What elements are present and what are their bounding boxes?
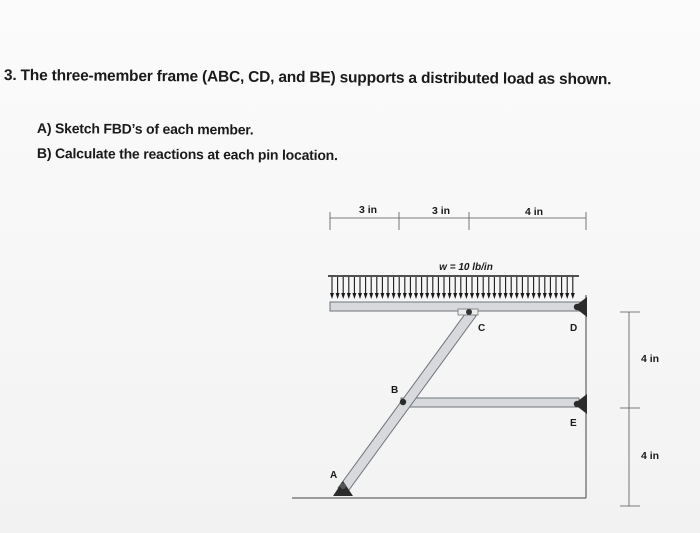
load-arrow-head: [470, 293, 474, 299]
load-arrow-head: [498, 293, 502, 299]
load-arrow-head: [453, 293, 457, 299]
load-arrow-head: [364, 293, 368, 299]
load-arrow-head: [358, 293, 362, 299]
load-arrow-head: [509, 293, 513, 299]
load-arrow-head: [347, 293, 351, 299]
member-cd: [330, 302, 582, 311]
load-arrow-head: [336, 293, 340, 299]
load-arrow-head: [504, 293, 508, 299]
load-arrow-head: [369, 293, 373, 299]
right-dimension-line: [620, 312, 640, 506]
load-arrow-head: [386, 293, 390, 299]
load-arrow-head: [487, 293, 491, 299]
load-arrow-head: [571, 293, 575, 299]
label-b: B: [391, 385, 399, 396]
load-arrow-head: [436, 293, 440, 299]
part-b-instruction: B) Calculate the reactions at each pin location.: [36, 145, 338, 164]
load-arrow-head: [442, 293, 446, 299]
load-arrow-head: [481, 293, 485, 299]
load-arrow-head: [425, 293, 429, 299]
load-arrow-head: [375, 293, 379, 299]
load-arrow-head: [537, 293, 541, 299]
pin-a: [340, 483, 346, 489]
label-c: C: [478, 323, 486, 334]
load-arrow-head: [492, 293, 496, 299]
load-arrow-head: [515, 293, 519, 299]
load-arrow-head: [543, 293, 547, 299]
load-arrow-head: [565, 293, 569, 299]
pin-b: [400, 399, 406, 405]
load-arrow-head: [392, 293, 396, 299]
load-arrow-head: [532, 293, 536, 299]
load-arrow-head: [548, 293, 552, 299]
dim-right-lower: 4 in: [640, 450, 660, 462]
pin-c: [466, 309, 472, 315]
part-a-instruction: A) Sketch FBD’s of each member.: [36, 120, 254, 138]
load-arrow-head: [520, 293, 524, 299]
pin-e: [574, 401, 580, 407]
dim-right-upper: 4 in: [640, 353, 660, 365]
load-arrow-head: [414, 293, 418, 299]
pin-d: [574, 304, 580, 310]
dim-top-1: 3 in: [358, 204, 378, 216]
load-arrow-head: [464, 293, 468, 299]
load-arrow-head: [448, 293, 452, 299]
load-arrow-head: [420, 293, 424, 299]
load-arrow-head: [526, 293, 530, 299]
label-a: A: [330, 470, 338, 481]
load-arrow-head: [341, 293, 345, 299]
load-arrow-head: [476, 293, 480, 299]
load-arrow-head: [352, 293, 356, 299]
load-arrow-head: [560, 293, 564, 299]
member-be: [401, 398, 579, 407]
problem-statement: 3. The three-member frame (ABC, CD, and BE) supports a distributed load as shown.: [3, 67, 612, 89]
load-arrow-head: [408, 293, 412, 299]
distributed-load-label: w = 10 lb/in: [439, 262, 493, 273]
label-e: E: [570, 418, 577, 429]
load-arrow-head: [554, 293, 558, 299]
dim-top-2: 3 in: [431, 205, 451, 217]
distributed-load-arrows: [328, 276, 579, 299]
load-arrow-head: [459, 293, 463, 299]
dim-top-3: 4 in: [524, 206, 544, 218]
load-arrow-head: [403, 293, 407, 299]
label-d: D: [570, 323, 578, 334]
load-arrow-head: [380, 293, 384, 299]
load-arrow-head: [431, 293, 435, 299]
load-arrow-head: [397, 293, 401, 299]
load-arrow-head: [330, 293, 334, 299]
